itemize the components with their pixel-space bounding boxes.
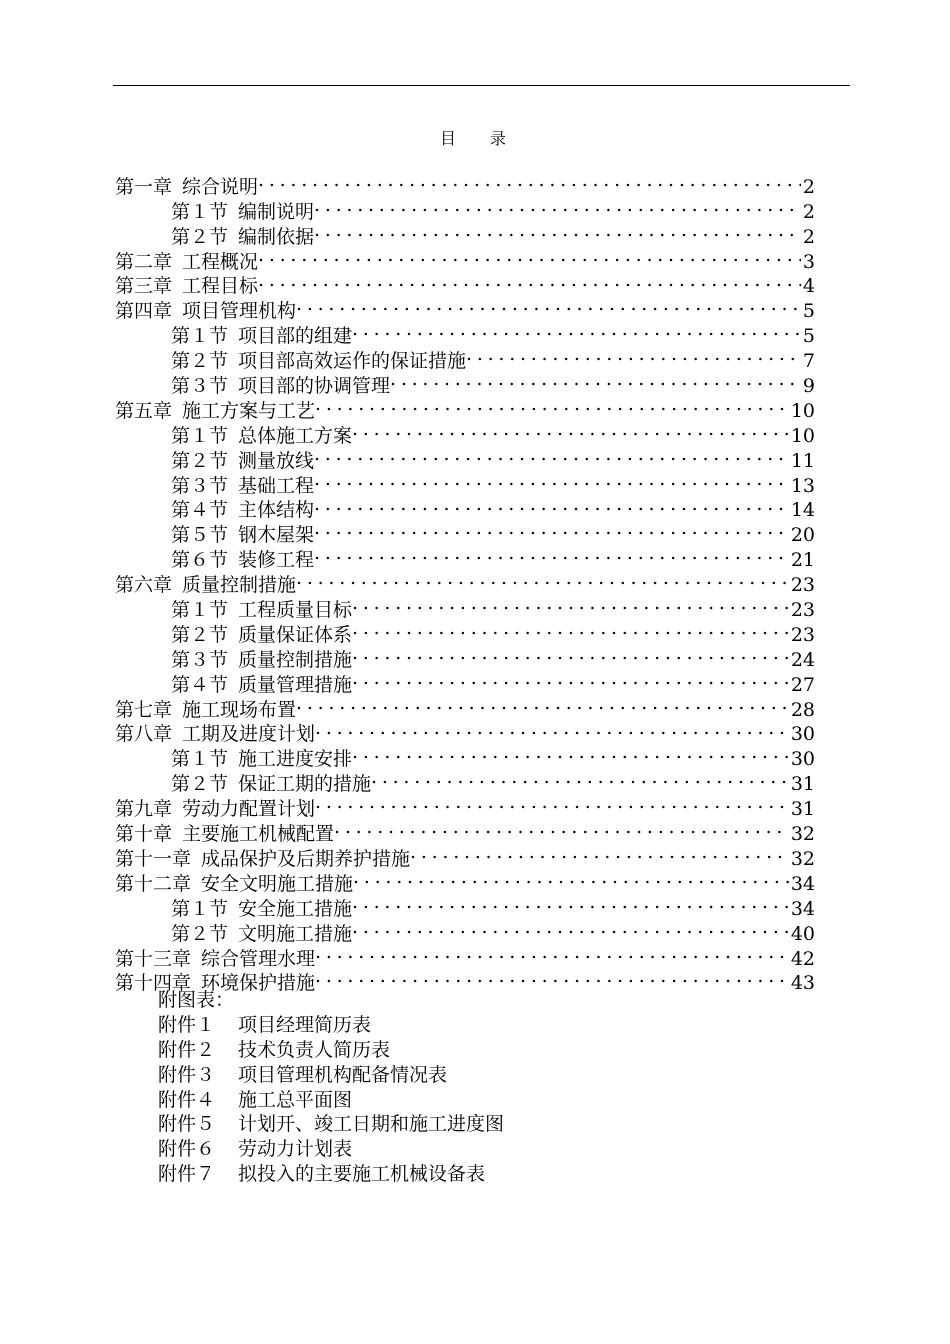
toc-entry-title (115, 722, 315, 747)
toc-entry-text: 工程概况 (182, 250, 259, 273)
toc-leader-dots (314, 193, 801, 218)
toc-leader-dots (258, 268, 801, 293)
table-of-contents (115, 168, 815, 995)
toc-page-number: 32 (790, 847, 815, 870)
appendix-list (158, 988, 504, 1187)
toc-leader-dots (314, 442, 789, 467)
toc-entry-number: 第３节 (171, 474, 229, 497)
toc-page-number: 3 (802, 250, 815, 273)
page-title-char-1: 目 (439, 129, 460, 148)
toc-entry-text: 文明施工措施 (238, 922, 353, 945)
toc-leader-dots (352, 915, 789, 940)
toc-entry-number: 第２节 (171, 350, 229, 373)
toc-leader-dots (352, 666, 789, 691)
toc-entry-number: 第１节 (171, 200, 229, 223)
toc-entry-number: 第十三章 (115, 947, 192, 970)
toc-entry-title (115, 698, 296, 723)
toc-entry-number: 第十一章 (115, 847, 192, 870)
toc-page-number: 43 (790, 972, 815, 995)
toc-entry-number: 第三章 (115, 275, 173, 298)
toc-leader-dots (314, 492, 789, 517)
toc-leader-dots (352, 641, 789, 666)
toc-entry-text: 成品保护及后期养护措施 (201, 847, 411, 870)
toc-leader-dots (258, 168, 801, 193)
toc-entry-title (171, 474, 314, 499)
page-title-char-2: 录 (490, 129, 511, 148)
toc-entry-number: 第３节 (171, 375, 229, 398)
header-rule (113, 85, 850, 86)
toc-entry-title (171, 598, 352, 623)
toc-entry-text: 质量管理措施 (238, 673, 353, 696)
toc-leader-dots (352, 591, 789, 616)
toc-entry-title (115, 872, 353, 897)
appendix-item-id: 附件２ (158, 1038, 216, 1061)
appendix-item[interactable] (158, 1088, 504, 1113)
toc-page-number: 28 (790, 698, 815, 721)
toc-page-number: 20 (790, 524, 815, 547)
toc-entry-number: 第４节 (171, 499, 229, 522)
toc-entry-text: 钢木屋架 (238, 524, 315, 547)
toc-leader-dots (296, 566, 789, 591)
toc-page-number: 40 (790, 922, 815, 945)
toc-entry-number: 第十章 (115, 823, 173, 846)
toc-entry-text: 劳动力配置计划 (182, 798, 316, 821)
toc-entry-number: 第２节 (171, 773, 229, 796)
toc-entry-title (115, 399, 315, 424)
toc-entry-number: 第１节 (171, 748, 229, 771)
appendix-item[interactable] (158, 1162, 504, 1187)
toc-entry-number: 第七章 (115, 698, 173, 721)
toc-entry-number: 第５节 (171, 524, 229, 547)
toc-entry-text: 环境保护措施 (201, 972, 316, 995)
toc-page-number: 21 (790, 549, 815, 572)
toc-entry-title (171, 648, 352, 673)
appendix-item-id: 附件５ (158, 1113, 216, 1136)
toc-entry-number: 第十四章 (115, 972, 192, 995)
toc-entry-title (115, 822, 334, 847)
toc-entry-title (171, 523, 314, 548)
toc-entry-text: 质量控制措施 (238, 648, 353, 671)
toc-entry-number: 第一章 (115, 175, 173, 198)
toc-entry-number: 第八章 (115, 723, 173, 746)
toc-leader-dots (410, 840, 789, 865)
appendix-item[interactable] (158, 1063, 504, 1088)
toc-entry-title (171, 449, 314, 474)
toc-leader-dots (314, 218, 801, 243)
toc-entry-number: 第１节 (171, 325, 229, 348)
toc-page-number: 10 (790, 399, 815, 422)
appendix-item-title: 项目经理简历表 (238, 1013, 372, 1036)
toc-page-number: 2 (802, 225, 815, 248)
toc-leader-dots (352, 616, 789, 641)
toc-entry-number: 第１节 (171, 599, 229, 622)
appendix-item-title: 项目管理机构配备情况表 (238, 1063, 448, 1086)
toc-entry-title (171, 498, 314, 523)
toc-entry-text: 综合说明 (182, 175, 259, 198)
toc-entry-text: 质量保证体系 (238, 623, 353, 646)
toc-page-number: 7 (802, 350, 815, 373)
appendix-item-title: 拟投入的主要施工机械设备表 (238, 1163, 486, 1186)
toc-page-number: 23 (790, 623, 815, 646)
toc-entry-number: 第二章 (115, 250, 173, 273)
appendix-item[interactable] (158, 1137, 504, 1162)
toc-entry-text: 综合管理水理 (201, 947, 316, 970)
toc-leader-dots (315, 940, 789, 965)
toc-entry-text: 主要施工机械配置 (182, 823, 335, 846)
appendix-item-title: 技术负责人简历表 (238, 1038, 391, 1061)
toc-leader-dots (352, 317, 801, 342)
toc-leader-dots (314, 467, 789, 492)
toc-entry-text: 工程质量目标 (238, 599, 353, 622)
toc-page-number: 2 (802, 175, 815, 198)
appendix-item[interactable] (158, 1013, 504, 1038)
appendix-item-title: 施工总平面图 (238, 1088, 353, 1111)
toc-page-number: 30 (790, 748, 815, 771)
toc-leader-dots (371, 765, 789, 790)
toc-page-number: 5 (802, 325, 815, 348)
toc-entry-text: 装修工程 (238, 549, 315, 572)
toc-entry-text: 项目管理机构 (182, 300, 297, 323)
toc-entry-text: 施工现场布置 (182, 698, 297, 721)
toc-page-number: 5 (802, 300, 815, 323)
toc-entry-title (115, 250, 258, 275)
toc-entry-text: 安全文明施工措施 (201, 872, 354, 895)
toc-entry-text: 基础工程 (238, 474, 315, 497)
toc-entry-number: 第３节 (171, 648, 229, 671)
toc-entry-number: 第十二章 (115, 872, 192, 895)
toc-entry-title (171, 324, 352, 349)
toc-entry-title (115, 299, 296, 324)
toc-entry-title (171, 548, 314, 573)
page-title (0, 126, 950, 149)
toc-page-number: 31 (790, 798, 815, 821)
toc-leader-dots (352, 890, 789, 915)
toc-entry[interactable] (115, 168, 815, 198)
toc-entry-title (115, 947, 315, 972)
toc-entry-text: 测量放线 (238, 449, 315, 472)
toc-entry-title (171, 200, 314, 225)
toc-leader-dots (353, 865, 789, 890)
appendix-item-title: 劳动力计划表 (238, 1138, 353, 1161)
toc-entry-text: 项目部高效运作的保证措施 (238, 350, 467, 373)
toc-entry-text: 主体结构 (238, 499, 315, 522)
toc-entry-number: 第１节 (171, 897, 229, 920)
appendix-item-id: 附件３ (158, 1063, 216, 1086)
toc-page-number: 11 (790, 449, 815, 472)
toc-page-number: 23 (790, 599, 815, 622)
toc-leader-dots (315, 965, 789, 990)
appendix-item-title: 计划开、竣工日期和施工进度图 (238, 1113, 505, 1136)
toc-leader-dots (315, 392, 789, 417)
toc-entry-text: 保证工期的措施 (238, 773, 372, 796)
toc-page-number: 34 (790, 872, 815, 895)
toc-page-number: 13 (790, 474, 815, 497)
toc-entry-text: 质量控制措施 (182, 574, 297, 597)
toc-page-number: 2 (802, 200, 815, 223)
toc-entry-text: 安全施工措施 (238, 897, 353, 920)
toc-page-number: 23 (790, 574, 815, 597)
toc-entry-title (115, 573, 296, 598)
toc-entry-text: 工期及进度计划 (182, 723, 316, 746)
toc-entry-text: 项目部的组建 (238, 325, 353, 348)
toc-entry-number: 第４节 (171, 673, 229, 696)
toc-entry-text: 编制说明 (238, 200, 315, 223)
toc-entry-title (171, 747, 352, 772)
appendix-item-id: 附件６ (158, 1138, 216, 1161)
appendix-item-id: 附件４ (158, 1088, 216, 1111)
toc-leader-dots (314, 516, 789, 541)
toc-entry-title (115, 274, 258, 299)
toc-leader-dots (352, 417, 789, 442)
toc-entry-number: 第六章 (115, 574, 173, 597)
toc-page-number: 9 (802, 375, 815, 398)
toc-page-number: 31 (790, 773, 815, 796)
toc-entry-title (115, 175, 258, 200)
toc-leader-dots (390, 367, 801, 392)
toc-page-number: 32 (790, 823, 815, 846)
toc-page-number: 27 (790, 673, 815, 696)
toc-entry-number: 第九章 (115, 798, 173, 821)
toc-entry-title (115, 797, 315, 822)
toc-entry-text: 工程目标 (182, 275, 259, 298)
appendix-item[interactable] (158, 1038, 504, 1063)
toc-page-number: 24 (790, 648, 815, 671)
toc-entry-title (171, 623, 352, 648)
toc-entry-number: 第四章 (115, 300, 173, 323)
appendix-item-id: 附件１ (158, 1013, 216, 1036)
toc-entry-text: 施工方案与工艺 (182, 399, 316, 422)
toc-entry-text: 施工进度安排 (238, 748, 353, 771)
toc-entry-text: 项目部的协调管理 (238, 375, 391, 398)
toc-entry-number: 第６节 (171, 549, 229, 572)
toc-entry-number: 第２节 (171, 225, 229, 248)
toc-entry-text: 总体施工方案 (238, 424, 353, 447)
toc-entry-text: 编制依据 (238, 225, 315, 248)
toc-page-number: 30 (790, 723, 815, 746)
toc-entry-title (171, 897, 352, 922)
toc-page-number: 42 (790, 947, 815, 970)
toc-leader-dots (258, 243, 801, 268)
toc-leader-dots (352, 740, 789, 765)
toc-leader-dots (334, 815, 789, 840)
toc-page-number: 4 (802, 275, 815, 298)
toc-leader-dots (314, 541, 789, 566)
toc-leader-dots (315, 716, 789, 741)
toc-leader-dots (296, 691, 789, 716)
toc-leader-dots (296, 292, 801, 317)
appendix-item-id: 附件７ (158, 1163, 216, 1186)
toc-entry-number: 第五章 (115, 399, 173, 422)
toc-leader-dots (466, 342, 801, 367)
toc-entry-number: 第２节 (171, 922, 229, 945)
toc-page-number: 14 (790, 499, 815, 522)
toc-entry-number: 第２节 (171, 623, 229, 646)
toc-page-number: 10 (790, 424, 815, 447)
appendix-heading: 附图表： (158, 989, 235, 1011)
toc-page-number: 34 (790, 897, 815, 920)
appendix-item[interactable] (158, 1112, 504, 1137)
toc-entry-number: 第２节 (171, 449, 229, 472)
toc-entry-number: 第１节 (171, 424, 229, 447)
toc-leader-dots (315, 790, 789, 815)
